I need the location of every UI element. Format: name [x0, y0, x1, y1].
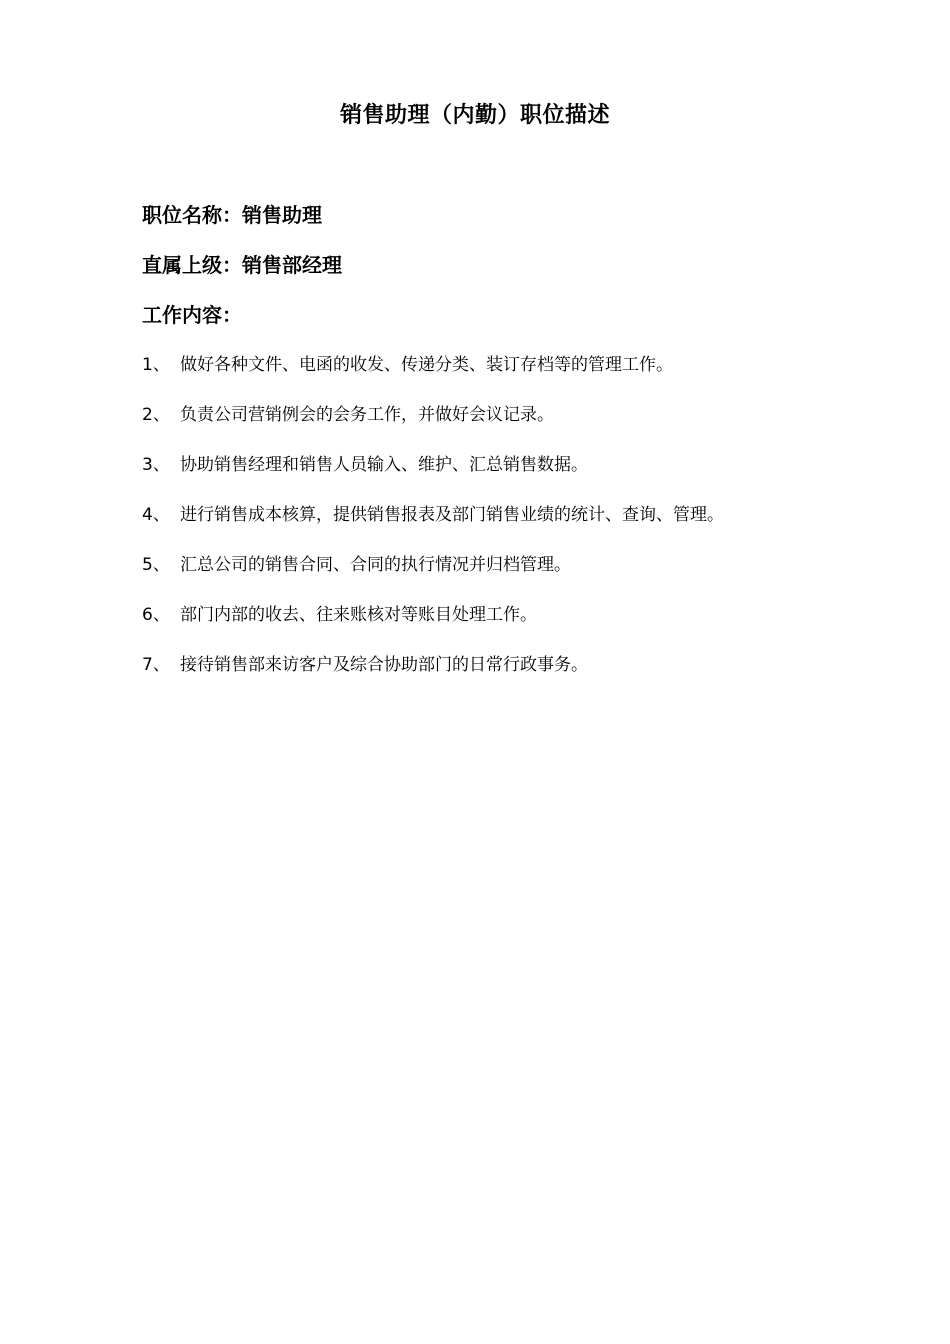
list-item-number: 7、: [142, 655, 170, 675]
list-item-number: 3、: [142, 455, 170, 475]
list-item-text: 汇总公司的销售合同、合同的执行情况并归档管理。: [180, 555, 571, 575]
list-item-number: 1、: [142, 355, 170, 375]
list-item-number: 5、: [142, 555, 170, 575]
list-item: [142, 350, 724, 400]
list-item: [142, 500, 724, 550]
list-item-number: 4、: [142, 505, 170, 525]
list-item-number: 2、: [142, 405, 170, 425]
list-item: [142, 400, 724, 450]
list-item-text: 接待销售部来访客户及综合协助部门的日常行政事务。: [180, 655, 588, 675]
list-item-text: 做好各种文件、电函的收发、传递分类、装订存档等的管理工作。: [180, 355, 673, 375]
list-item: [142, 550, 724, 600]
list-item-text: 负责公司营销例会的会务工作，并做好会议记录。: [180, 405, 554, 425]
direct-superior: 直属上级：销售部经理: [142, 253, 342, 277]
list-item: [142, 450, 724, 500]
document-title: 销售助理（内勤）职位描述: [339, 103, 610, 128]
list-item: [142, 650, 724, 700]
list-item: [142, 600, 724, 650]
list-item-number: 6、: [142, 605, 170, 625]
duties-list: [142, 350, 724, 700]
list-item-text: 部门内部的收去、往来账核对等账目处理工作。: [180, 605, 537, 625]
position-name: 职位名称：销售助理: [142, 203, 322, 227]
list-item-text: 进行销售成本核算，提供销售报表及部门销售业绩的统计、查询、管理。: [180, 505, 724, 525]
list-item-text: 协助销售经理和销售人员输入、维护、汇总销售数据。: [180, 455, 588, 475]
work-content-heading: 工作内容：: [142, 303, 242, 327]
